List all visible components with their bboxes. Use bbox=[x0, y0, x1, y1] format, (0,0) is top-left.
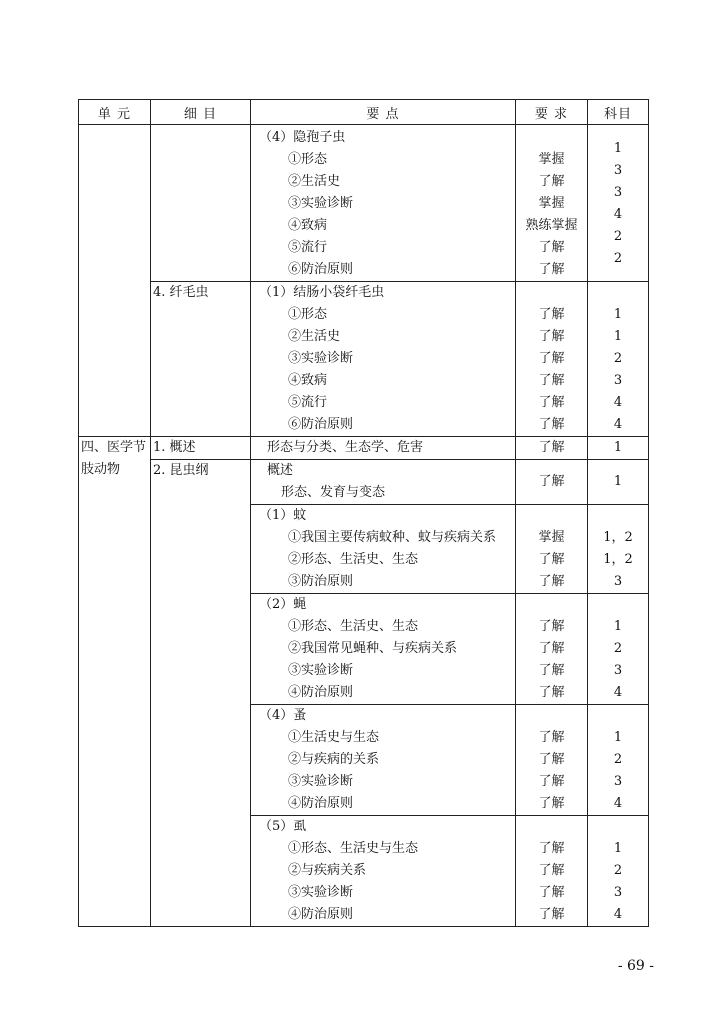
subj-value: 1 bbox=[613, 730, 623, 745]
req-value: 了解 bbox=[538, 752, 565, 767]
subj-value: 1 bbox=[613, 841, 623, 856]
points-cell bbox=[251, 705, 516, 816]
points-cell bbox=[251, 505, 516, 594]
req-value: 了解 bbox=[538, 417, 565, 432]
point-item: ③实验诊断 bbox=[288, 774, 354, 789]
point-item: 形态、发育与变态 bbox=[281, 485, 386, 500]
subj-value: 3 bbox=[613, 885, 623, 900]
subj-value: 2 bbox=[613, 229, 623, 244]
points-cell bbox=[251, 282, 516, 437]
req-value: 掌握 bbox=[538, 196, 565, 211]
page-number: - 69 - bbox=[617, 958, 654, 974]
header-unit: 单 元 bbox=[79, 100, 151, 125]
req-value: 了解 bbox=[538, 395, 565, 410]
point-item: ⑤流行 bbox=[288, 395, 328, 410]
subj-value: 4 bbox=[613, 907, 623, 922]
req-value: 了解 bbox=[538, 774, 565, 789]
table-row bbox=[79, 460, 649, 505]
req-cell bbox=[516, 816, 588, 927]
point-head: （4）隐孢子虫 bbox=[259, 130, 346, 145]
req-value: 了解 bbox=[538, 863, 565, 878]
subj-value: 3 bbox=[613, 185, 623, 200]
point-item: 形态与分类、生态学、危害 bbox=[267, 440, 424, 455]
header-points: 要 点 bbox=[251, 100, 516, 125]
req-value: 了解 bbox=[538, 351, 565, 366]
req-value: 了解 bbox=[538, 373, 565, 388]
point-item: ①生活史与生态 bbox=[288, 730, 380, 745]
subj-value: 3 bbox=[613, 574, 623, 589]
sub-cell bbox=[151, 437, 251, 460]
req-cell bbox=[516, 282, 588, 437]
sub-cell bbox=[151, 460, 251, 927]
syllabus-table bbox=[78, 99, 649, 927]
point-item: 概述 bbox=[267, 463, 294, 478]
point-item: ⑥防治原则 bbox=[288, 262, 354, 277]
req-value: 了解 bbox=[538, 440, 565, 455]
sub-label: 4. 纤毛虫 bbox=[153, 285, 209, 300]
req-value: 了解 bbox=[538, 240, 565, 255]
point-item: ②与疾病关系 bbox=[288, 863, 367, 878]
subj-value: 1 bbox=[613, 619, 623, 634]
unit-label-line2: 肢动物 bbox=[81, 462, 121, 477]
point-item: ②我国常见蝇种、与疾病关系 bbox=[288, 641, 458, 656]
subj-value: 4 bbox=[613, 417, 623, 432]
req-cell bbox=[516, 705, 588, 816]
req-value: 了解 bbox=[538, 841, 565, 856]
req-value: 了解 bbox=[538, 730, 565, 745]
point-item: ③防治原则 bbox=[288, 574, 354, 589]
point-head: （1）结肠小袋纤毛虫 bbox=[259, 285, 385, 300]
subj-value: 2 bbox=[613, 641, 623, 656]
table-row bbox=[79, 437, 649, 460]
point-item: ⑤流行 bbox=[288, 240, 328, 255]
point-item: ①形态、生活史、生态 bbox=[288, 619, 419, 634]
sub-cell bbox=[151, 282, 251, 437]
subj-cell bbox=[588, 282, 649, 437]
req-value: 了解 bbox=[538, 474, 565, 489]
subj-cell bbox=[588, 594, 649, 705]
subj-cell bbox=[588, 816, 649, 927]
subj-cell bbox=[588, 505, 649, 594]
point-item: ④防治原则 bbox=[288, 907, 354, 922]
req-cell bbox=[516, 125, 588, 282]
subj-value: 3 bbox=[613, 774, 623, 789]
point-item: ④致病 bbox=[288, 218, 328, 233]
subj-value: 4 bbox=[613, 395, 623, 410]
subj-value: 3 bbox=[613, 373, 623, 388]
point-item: ⑥防治原则 bbox=[288, 417, 354, 432]
req-value: 了解 bbox=[538, 307, 565, 322]
table-header-row bbox=[79, 100, 649, 125]
req-value: 掌握 bbox=[538, 152, 565, 167]
subj-value: 4 bbox=[613, 685, 623, 700]
subj-cell bbox=[588, 460, 649, 505]
subj-value: 3 bbox=[613, 663, 623, 678]
points-cell bbox=[251, 594, 516, 705]
subj-value: 1 bbox=[613, 329, 623, 344]
subj-cell bbox=[588, 705, 649, 816]
header-subj: 科目 bbox=[588, 100, 649, 125]
req-value: 了解 bbox=[538, 907, 565, 922]
subj-value: 1，2 bbox=[603, 552, 633, 567]
req-value: 了解 bbox=[538, 885, 565, 900]
subj-value: 3 bbox=[613, 163, 623, 178]
subj-value: 1 bbox=[613, 307, 623, 322]
point-item: ①形态 bbox=[288, 152, 328, 167]
subj-value: 2 bbox=[613, 251, 623, 266]
point-item: ③实验诊断 bbox=[288, 663, 354, 678]
point-head: （4）蚤 bbox=[259, 708, 307, 723]
req-value: 掌握 bbox=[538, 530, 565, 545]
subj-value: 1 bbox=[613, 474, 623, 489]
unit-cell bbox=[79, 437, 151, 927]
sub-label: 2. 昆虫纲 bbox=[153, 463, 209, 478]
point-item: ③实验诊断 bbox=[288, 351, 354, 366]
sub-cell-empty bbox=[151, 125, 251, 282]
point-head: （5）虱 bbox=[259, 819, 307, 834]
subj-value: 2 bbox=[613, 752, 623, 767]
points-cell bbox=[251, 816, 516, 927]
subj-value: 1，2 bbox=[603, 530, 633, 545]
req-cell bbox=[516, 437, 588, 460]
point-item: ①形态、生活史与生态 bbox=[288, 841, 419, 856]
req-value: 了解 bbox=[538, 663, 565, 678]
table-row bbox=[79, 125, 649, 282]
points-cell bbox=[251, 460, 516, 505]
req-value: 了解 bbox=[538, 174, 565, 189]
subj-value: 1 bbox=[613, 141, 623, 156]
req-value: 了解 bbox=[538, 685, 565, 700]
point-item: ②形态、生活史、生态 bbox=[288, 552, 419, 567]
point-item: ①我国主要传病蚊种、蚊与疾病关系 bbox=[288, 530, 497, 545]
req-value: 了解 bbox=[538, 574, 565, 589]
point-item: ③实验诊断 bbox=[288, 196, 354, 211]
point-item: ②与疾病的关系 bbox=[288, 752, 380, 767]
subj-value: 2 bbox=[613, 351, 623, 366]
point-item: ④致病 bbox=[288, 373, 328, 388]
req-value: 了解 bbox=[538, 619, 565, 634]
req-value: 了解 bbox=[538, 262, 565, 277]
header-req: 要 求 bbox=[516, 100, 588, 125]
subj-value: 4 bbox=[613, 207, 623, 222]
subj-value: 1 bbox=[613, 440, 623, 455]
req-value: 了解 bbox=[538, 641, 565, 656]
points-cell bbox=[251, 125, 516, 282]
header-sub: 细 目 bbox=[151, 100, 251, 125]
req-value: 了解 bbox=[538, 796, 565, 811]
point-item: ④防治原则 bbox=[288, 685, 354, 700]
req-cell bbox=[516, 505, 588, 594]
point-item: ①形态 bbox=[288, 307, 328, 322]
point-head: （2）蝇 bbox=[259, 597, 307, 612]
req-value: 了解 bbox=[538, 329, 565, 344]
points-cell bbox=[251, 437, 516, 460]
sub-label: 1. 概述 bbox=[153, 440, 196, 455]
subj-cell bbox=[588, 437, 649, 460]
point-item: ②生活史 bbox=[288, 174, 341, 189]
subj-value: 2 bbox=[613, 863, 623, 878]
point-head: （1）蚊 bbox=[259, 508, 307, 523]
req-value: 熟练掌握 bbox=[525, 218, 578, 233]
req-cell bbox=[516, 460, 588, 505]
req-value: 了解 bbox=[538, 552, 565, 567]
point-item: ②生活史 bbox=[288, 329, 341, 344]
table-row bbox=[79, 282, 649, 437]
req-cell bbox=[516, 594, 588, 705]
subj-cell bbox=[588, 125, 649, 282]
unit-label-line1: 四、医学节 bbox=[81, 440, 147, 455]
subj-value: 4 bbox=[613, 796, 623, 811]
unit-cell-empty bbox=[79, 125, 151, 437]
point-item: ④防治原则 bbox=[288, 796, 354, 811]
point-item: ③实验诊断 bbox=[288, 885, 354, 900]
